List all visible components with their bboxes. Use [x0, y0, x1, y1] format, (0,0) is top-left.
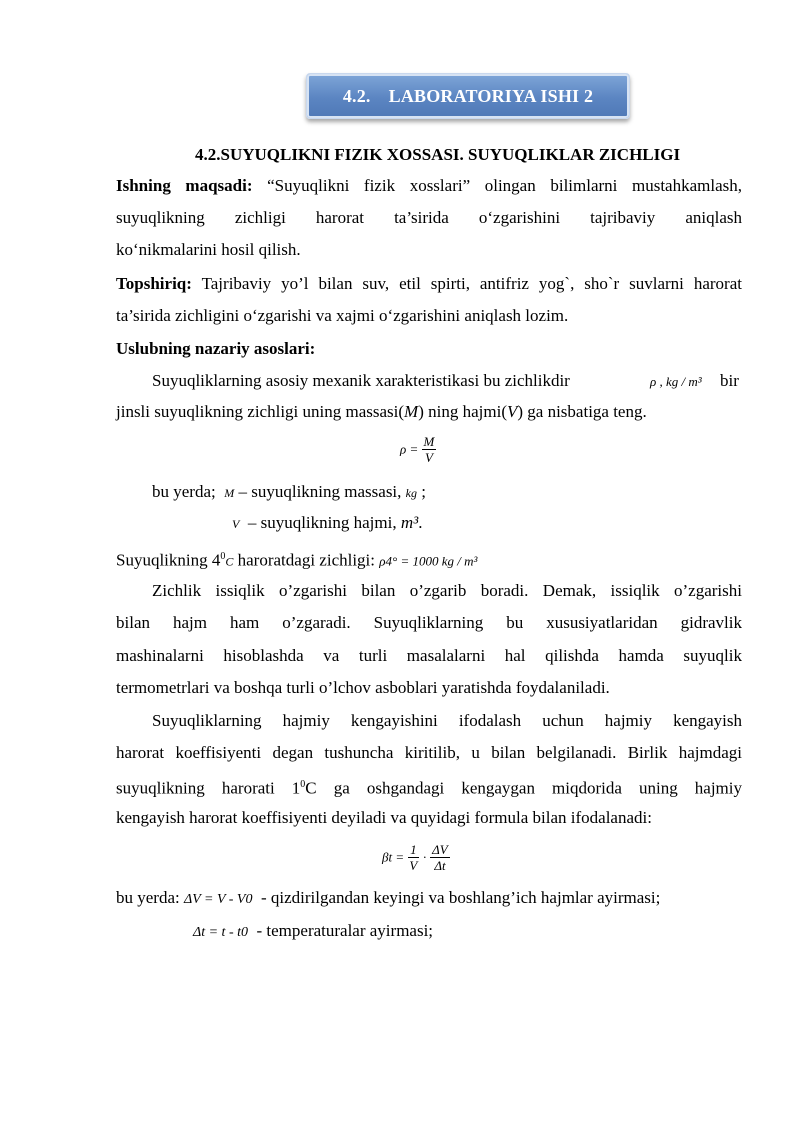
p3-line1: Suyuqliklarning hajmiy kengayishini ifodalash uchun hajmiy kengayish [152, 711, 742, 730]
p3-line2: harorat koeffisiyenti degan tushuncha kiritilib, u bilan belgilanadi. Birlik hajmdagi [116, 743, 742, 762]
density-line [116, 547, 477, 572]
def1-unit: kg [405, 486, 417, 500]
def1-lead: bu yerda; [152, 482, 216, 501]
def1-text: – suyuqlikning massasi, [238, 482, 402, 501]
formula2-n1: 1 [410, 842, 417, 857]
p1-m: M [404, 402, 419, 421]
topshiriq-label: Topshiriq: [116, 274, 192, 293]
topshiriq-text1: Tajribaviy yo’l bilan suv, etil spirti, antifriz yog`, sho`r suvlarni harorat [201, 274, 742, 293]
formula1-num: M [423, 434, 435, 449]
expansion-formula [382, 842, 450, 873]
def3-lead: bu yerda: [116, 888, 180, 907]
def1-end: ; [421, 482, 426, 501]
p3-text-a: suyuqlikning harorati 1 [116, 778, 301, 798]
p3-line3 [116, 769, 742, 805]
density-value: ρ4° = 1000 kg / m³ [379, 553, 478, 569]
maqsad-text1: “Suyuqlikni fizik xosslari” olingan bilimlarni mustahkamlash, [267, 176, 743, 195]
p1-v: V [506, 402, 518, 421]
maqsad-label: Ishning maqsadi: [116, 176, 253, 195]
banner-number: 4.2. [342, 85, 371, 106]
banner-title: LABORATORIYA ISHI 2 [388, 85, 594, 106]
def3-sym: ΔV = V - V0 [183, 892, 253, 907]
formula2-frac1 [407, 842, 419, 873]
def-delta-t [193, 921, 433, 943]
p1-text-a: jinsli suyuqlikning zichligi uning massasi( [116, 402, 405, 421]
def-volume [232, 513, 422, 534]
formula2-frac2 [430, 842, 450, 873]
def-delta-v [116, 888, 660, 910]
formula2-d1: V [409, 858, 418, 873]
p2-line2: bilan hajm ham o’zgaradi. Suyuqliklarning bu xususiyatlaridan gidravlik [116, 613, 742, 632]
p1-text-b: ) ning hajmi( [418, 402, 507, 421]
maqsad-line2: suyuqlikning zichligi harorat ta’sirida o‘zgarishini tajribaviy aniqlash [116, 208, 742, 227]
formula2-dot: · [422, 849, 427, 865]
density-sup: 0 [220, 551, 226, 562]
density-unit: ρ , kg / m³ [650, 374, 702, 389]
p1-text-c: ) ga nisbatiga teng. [517, 402, 647, 421]
maqsad-line1 [116, 170, 742, 203]
def4-text: - temperaturalar ayirmasi; [256, 921, 434, 940]
p3-line4: kengayish harorat koeffisiyenti deyiladi va quyidagi formula bilan ifodalanadi: [116, 808, 652, 827]
def2-sym: V [232, 517, 240, 531]
density-formula [400, 434, 436, 465]
def4-sym: Δt = t - t0 [193, 925, 248, 940]
maqsad-line3: ko‘nikmalarini hosil qilish. [116, 240, 301, 259]
topshiriq-line2: ta’sirida zichligini o‘zgarishi va xajmi o‘zgarishini aniqlash lozim. [116, 306, 569, 325]
formula1-lhs: ρ = [400, 441, 419, 457]
p3-sup: 0 [300, 779, 306, 790]
def2-end: . [418, 513, 423, 532]
formula1-fraction [422, 434, 437, 465]
def2-unit: m³ [400, 513, 419, 532]
def3-text: - qizdirilgandan keyingi va boshlang’ich hajmlar ayirmasi; [260, 888, 661, 907]
def-mass [152, 482, 426, 503]
density-mid: haroratdagi zichligi: [233, 550, 376, 570]
p2-line1: Zichlik issiqlik o’zgarishi bilan o’zgarib boradi. Demak, issiqlik o’zgarishi [152, 581, 742, 600]
density-c: C [225, 554, 234, 569]
formula1-den: V [424, 450, 433, 465]
p1-line1: Suyuqliklarning asosiy mexanik xarakteristikasi bu zichlikdir [152, 371, 570, 390]
p3-text-b: C ga oshgandagi kengaygan miqdorida uning hajmiy [305, 778, 742, 798]
p1-line2 [116, 402, 647, 422]
def2-text: – suyuqlikning hajmi, [247, 513, 397, 532]
p2-line4: termometrlari va boshqa turli o’lchov asboblari yaratishda foydalaniladi. [116, 678, 610, 697]
def1-sym: M [224, 486, 235, 500]
formula2-d2: Δt [434, 858, 446, 873]
lab-title-banner [306, 73, 630, 119]
nazariy-heading: Uslubning nazariy asoslari: [116, 339, 316, 358]
density-lead: Suyuqlikning 4 [116, 550, 221, 570]
topshiriq-line1 [116, 268, 742, 301]
p2-line3: mashinalarni hisoblashda va turli masalalarni hal qilishda hamda suyuqlik [116, 646, 742, 665]
formula2-n2: ΔV [432, 842, 448, 857]
p1-tail: bir [720, 371, 739, 390]
section-heading: 4.2.SUYUQLIKNI FIZIK XOSSASI. SUYUQLIKLAR ZICHLIGI [195, 145, 681, 164]
formula2-lhs: βt = [382, 849, 405, 865]
